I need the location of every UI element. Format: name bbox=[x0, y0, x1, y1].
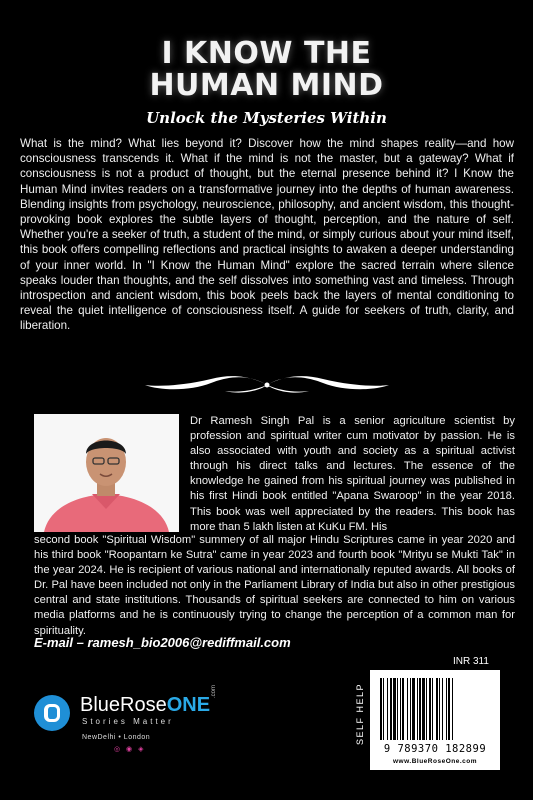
publisher-dotcom: .com bbox=[211, 684, 217, 698]
category-label: SELF HELP bbox=[355, 682, 365, 745]
social-media-icon: ◎ ◉ ◈ bbox=[114, 746, 146, 753]
barcode-icon bbox=[378, 678, 492, 742]
isbn-number: 9 789370 182899 bbox=[383, 743, 487, 755]
publisher-cities: NewDelhi • London bbox=[82, 734, 151, 741]
book-blurb: What is the mind? What lies beyond it? Discover how the mind shapes reality—and how consciousness transcends it. What if the mind is not the master, but a gateway? What if consciousness is not a product of thought, but the eternal presence behind it? I Know the Human Mind invites readers on a transformative journey into the depths of human awareness. Blending insights from psychology, neuroscience, philosophy, and ancient wisdom, this thought-provoking book explores the subtle layers of thought, perception, and the nature of self. Whether you're a seeker of truth, a student of the mind, or simply curious about your mind itself, this book offers compelling reflections and practical insights to awaken a deeper understanding of your inner world. In "I Know the Human Mind" explore the sacred terrain where silence speaks louder than thoughts, and the self dissolves into something vast and timeless. Through introspection and ancient wisdom, this book peels back the layers of mental conditioning to reveal the quiet intelligence of consciousness itself. A guide for seekers of truth, clarity, and liberation. bbox=[20, 137, 514, 333]
publisher-url[interactable]: www.BlueRoseOne.com bbox=[392, 758, 478, 765]
publisher-name: BlueRoseONE bbox=[80, 694, 211, 716]
book-subtitle: Unlock the Mysteries Within bbox=[146, 109, 387, 127]
isbn-barcode bbox=[370, 670, 500, 770]
book-title-line2: HUMAN MIND bbox=[149, 68, 384, 103]
publisher-b-icon bbox=[34, 695, 70, 731]
publisher-tagline: Stories Matter bbox=[82, 717, 174, 726]
author-bio-part2: second book "Spiritual Wisdom" summery of all major Hindu Scriptures came in year 2020 and his third book "Roopantarn ke Sutra" came in year 2023 and fourth book "Mrityu se Mukti Tak" in the year 2024. He is recipient of various national and internationally reputed awards. All books of Dr. Pal have been included not only in the Parliament Library of India but also in other prestigious central and state institutions. Thousands of spiritual seekers are connected to him on various media platforms and he is continuously trying to change the perception of a common man for spirituality. bbox=[34, 534, 515, 637]
author-email[interactable]: E-mail – ramesh_bio2006@rediffmail.com bbox=[34, 635, 291, 650]
swirl-divider-icon bbox=[141, 373, 393, 397]
author-bio-part1: Dr Ramesh Singh Pal is a senior agriculture scientist by profession and spiritual writer cum motivator by passion. He is also associated with youth and society as a spiritual activist through his direct talks and lectures. The essence of the knowledge he gained from his spiritual journey was published in his first Hindi book entitled "Apana Swaroop" in the year 2018. This book was well appreciated by the readers. This book has more than 5 lakh listen at KuKu FM. His bbox=[190, 415, 515, 533]
book-title-line1: I KNOW THE bbox=[161, 36, 372, 71]
author-photo bbox=[34, 414, 179, 532]
price-label: INR 311 bbox=[453, 656, 489, 667]
publisher-logo bbox=[34, 684, 217, 770]
